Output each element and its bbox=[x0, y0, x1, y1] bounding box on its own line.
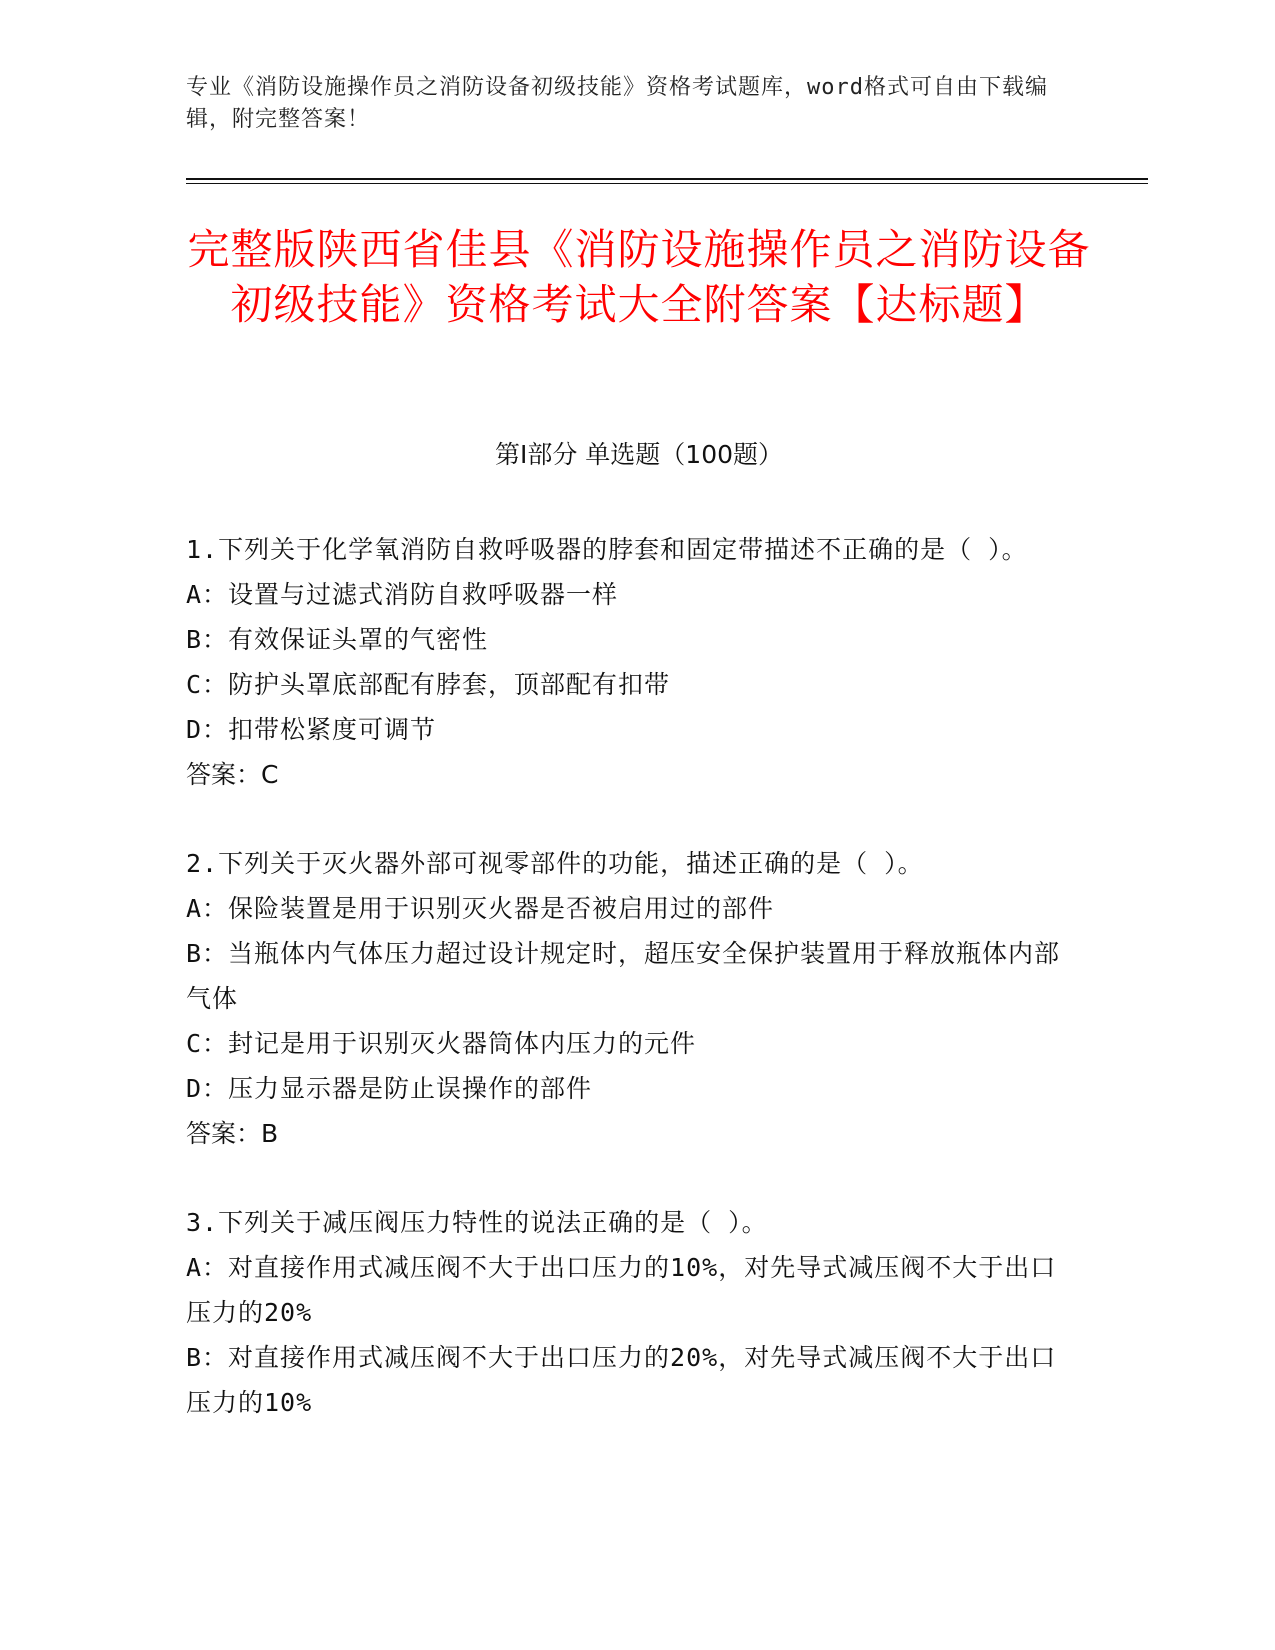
option-d: D：压力显示器是防止误操作的部件 bbox=[186, 1074, 593, 1103]
question-2 bbox=[186, 841, 1066, 1156]
option-c: C：防护头罩底部配有脖套，顶部配有扣带 bbox=[186, 670, 671, 699]
option-b: B：对直接作用式减压阀不大于出口压力的20%，对先导式减压阀不大于出口压力的10% bbox=[186, 1343, 1057, 1417]
document-title: 完整版陕西省佳县《消防设施操作员之消防设备初级技能》资格考试大全附答案【达标题】 bbox=[187, 225, 1091, 329]
question-list bbox=[186, 527, 1066, 1469]
option-b: B：当瓶体内气体压力超过设计规定时，超压安全保护装置用于释放瓶体内部气体 bbox=[186, 939, 1061, 1013]
answer: 答案：C bbox=[186, 760, 279, 789]
question-stem: 3.下列关于减压阀压力特性的说法正确的是（ ）。 bbox=[186, 1208, 768, 1237]
option-a: A：设置与过滤式消防自救呼吸器一样 bbox=[186, 580, 619, 609]
header-rule-thin bbox=[186, 183, 1148, 184]
header-note: 专业《消防设施操作员之消防设备初级技能》资格考试题库，word格式可自由下载编辑，附完整答案！ bbox=[186, 75, 1048, 132]
header-rule-thick bbox=[186, 178, 1148, 180]
question-stem: 2.下列关于灭火器外部可视零部件的功能，描述正确的是（ ）。 bbox=[186, 849, 924, 878]
answer: 答案：B bbox=[186, 1119, 279, 1148]
question-1 bbox=[186, 527, 1066, 797]
option-a: A：保险装置是用于识别灭火器是否被启用过的部件 bbox=[186, 894, 775, 923]
option-d: D：扣带松紧度可调节 bbox=[186, 715, 437, 744]
option-b: B：有效保证头罩的气密性 bbox=[186, 625, 489, 654]
question-stem: 1.下列关于化学氧消防自救呼吸器的脖套和固定带描述不正确的是（ ）。 bbox=[186, 535, 1028, 564]
option-c: C：封记是用于识别灭火器筒体内压力的元件 bbox=[186, 1029, 697, 1058]
option-a: A：对直接作用式减压阀不大于出口压力的10%，对先导式减压阀不大于出口压力的20% bbox=[186, 1253, 1057, 1327]
question-3 bbox=[186, 1200, 1066, 1425]
section-title: 第Ⅰ部分 单选题（100题） bbox=[494, 440, 784, 469]
